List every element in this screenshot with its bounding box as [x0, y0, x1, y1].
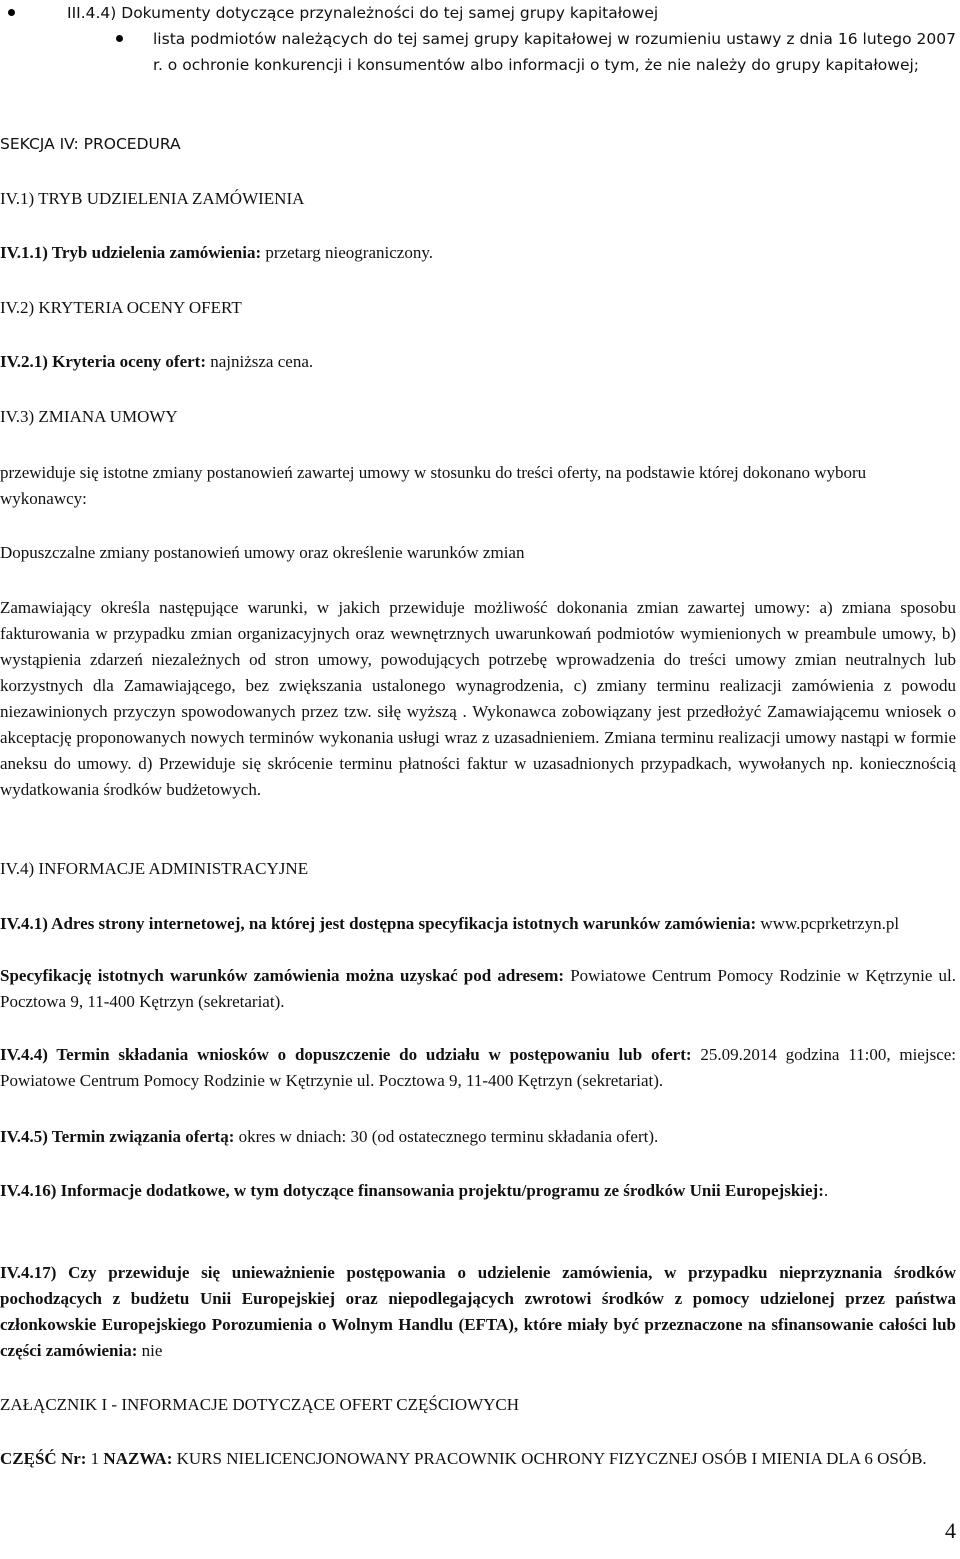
nr-value: 1	[90, 1449, 100, 1468]
section-title: SEKCJA IV: PROCEDURA	[0, 135, 181, 153]
label-iv21: IV.2.1) Kryteria oceny ofert:	[0, 352, 206, 371]
name-label: NAZWA:	[103, 1449, 173, 1468]
label-spec: Specyfikację istotnych warunków zamówienia można uzyskać pod adresem:	[0, 966, 565, 985]
value-iv417: nie	[141, 1341, 163, 1360]
changes-heading: Dopuszczalne zmiany postanowień umowy oraz określenie warunków zmian	[0, 543, 525, 562]
paragraph-iv45	[0, 1124, 956, 1150]
value-iv44: 25.09.2014 godzina 11:00, miejsce: Powiatowe Centrum Pomocy Rodzinie w Kętrzynie ul. Pocztowa 9, 11-400 Kętrzyn (sekretariat).	[0, 1045, 957, 1090]
heading-iv1: IV.1) TRYB UDZIELENIA ZAMÓWIENIA	[0, 189, 305, 208]
label-iv416: IV.4.16) Informacje dodatkowe, w tym dotyczące finansowania projektu/programu ze środków Unii Europejskiej:	[0, 1181, 824, 1200]
bullet-list-item	[8, 0, 956, 26]
label-iv45: IV.4.5) Termin związania ofertą:	[0, 1127, 235, 1146]
paragraph-iv416	[0, 1178, 956, 1204]
label-iv11: IV.1.1) Tryb udzielenia zamówienia:	[0, 243, 262, 262]
name-value: KURS NIELICENCJONOWANY PRACOWNIK OCHRONY FIZYCZNEJ OSÓB I MIENIA DLA 6 OSÓB.	[176, 1449, 927, 1468]
bullet-icon	[116, 35, 123, 42]
sub-bullet-text: lista podmiotów należących do tej samej grupy kapitałowej w rozumieniu ustawy z dnia 16 lutego 2007 r. o ochronie konkurencji i konsumentów albo informacji o tym, że nie należy do grupy kapitałowej;	[153, 30, 956, 74]
paragraph-iv11	[0, 240, 956, 266]
label-iv417: IV.4.17) Czy przewiduje się unieważnienie postępowania o udzielenie zamówienia, w przypadku nieprzyznania środków pochodzących z budżetu Unii Europejskiej oraz niepodlegających zwrotowi środków z pomocy udzielonej przez państwa członkowskie Europejskiego Porozumienia o Wolnym Handlu (EFTA), które miały być przeznaczone na sfinansowanie całości lub części zamówienia:	[0, 1263, 956, 1360]
bullet-icon	[8, 9, 15, 16]
sub-bullet-list-item	[116, 26, 956, 78]
bullet-text: III.4.4) Dokumenty dotyczące przynależności do tej samej grupy kapitałowej	[67, 4, 659, 22]
heading-iv2: IV.2) KRYTERIA OCENY OFERT	[0, 298, 242, 317]
label-iv44: IV.4.4) Termin składania wniosków o dopuszczenie do udziału w postępowaniu lub ofert:	[0, 1045, 692, 1064]
paragraph-iv3: przewiduje się istotne zmiany postanowień zawartej umowy w stosunku do treści oferty, na podstawie której dokonano wyboru wykonawcy:	[0, 463, 867, 508]
heading-iv4: IV.4) INFORMACJE ADMINISTRACYJNE	[0, 859, 309, 878]
part-label: CZĘŚĆ	[0, 1449, 57, 1468]
page-number: 4	[945, 1518, 956, 1543]
paragraph-spec	[0, 963, 956, 1015]
value-iv41: www.pcprketrzyn.pl	[760, 914, 900, 933]
paragraph-iv417	[0, 1260, 956, 1364]
changes-paragraph: Zamawiający określa następujące warunki, w jakich przewiduje możliwość dokonania zmian zawartej umowy: a) zmiana sposobu fakturowania w przypadku zmian organizacyjnych oraz wewnętrznych uwarunkowań podmiotów wymienionych w preambule umowy, b) wystąpienia zdarzeń niezależnych od stron umowy, powodujących potrzebę wprowadzenia do treści umowy zmian neutralnych lub korzystnych dla Zamawiającego, bez zwiększania ustalonego wynagrodzenia, c) zmiany terminu realizacji zamówienia z powodu niezawinionych przyczyn spowodowanych przez tzw. siłę wyższą . Wykonawca zobowiązany jest przedłożyć Zamawiającemu wniosek o akceptację proponowanych nowych terminów wykonania usługi wraz z uzasadnieniem. Zmiana terminu realizacji umowy nastąpi w formie aneksu do umowy. d) Przewiduje się skrócenie terminu płatności faktur w uzasadnionych przypadkach, wywołanych np. koniecznością wydatkowania środków budżetowych.	[0, 598, 956, 799]
value-iv416: .	[823, 1181, 829, 1200]
value-spec: Powiatowe Centrum Pomocy Rodzinie w Kętrzynie ul. Pocztowa 9, 11-400 Kętrzyn (sekretariat).	[0, 966, 956, 1011]
value-iv45: okres w dniach: 30 (od ostatecznego terminu składania ofert).	[238, 1127, 659, 1146]
annex-title: ZAŁĄCZNIK I - INFORMACJE DOTYCZĄCE OFERT CZĘŚCIOWYCH	[0, 1395, 520, 1414]
value-iv11: przetarg nieograniczony.	[265, 243, 433, 262]
paragraph-iv44	[0, 1042, 956, 1094]
value-iv21: najniższa cena.	[210, 352, 314, 371]
nr-label: Nr:	[60, 1449, 87, 1468]
paragraph-iv21	[0, 349, 956, 375]
label-iv41: IV.4.1) Adres strony internetowej, na której jest dostępna specyfikacja istotnych warunków zamówienia:	[0, 914, 757, 933]
paragraph-iv41	[0, 911, 956, 937]
heading-iv3: IV.3) ZMIANA UMOWY	[0, 407, 178, 426]
annex-part	[0, 1446, 956, 1472]
